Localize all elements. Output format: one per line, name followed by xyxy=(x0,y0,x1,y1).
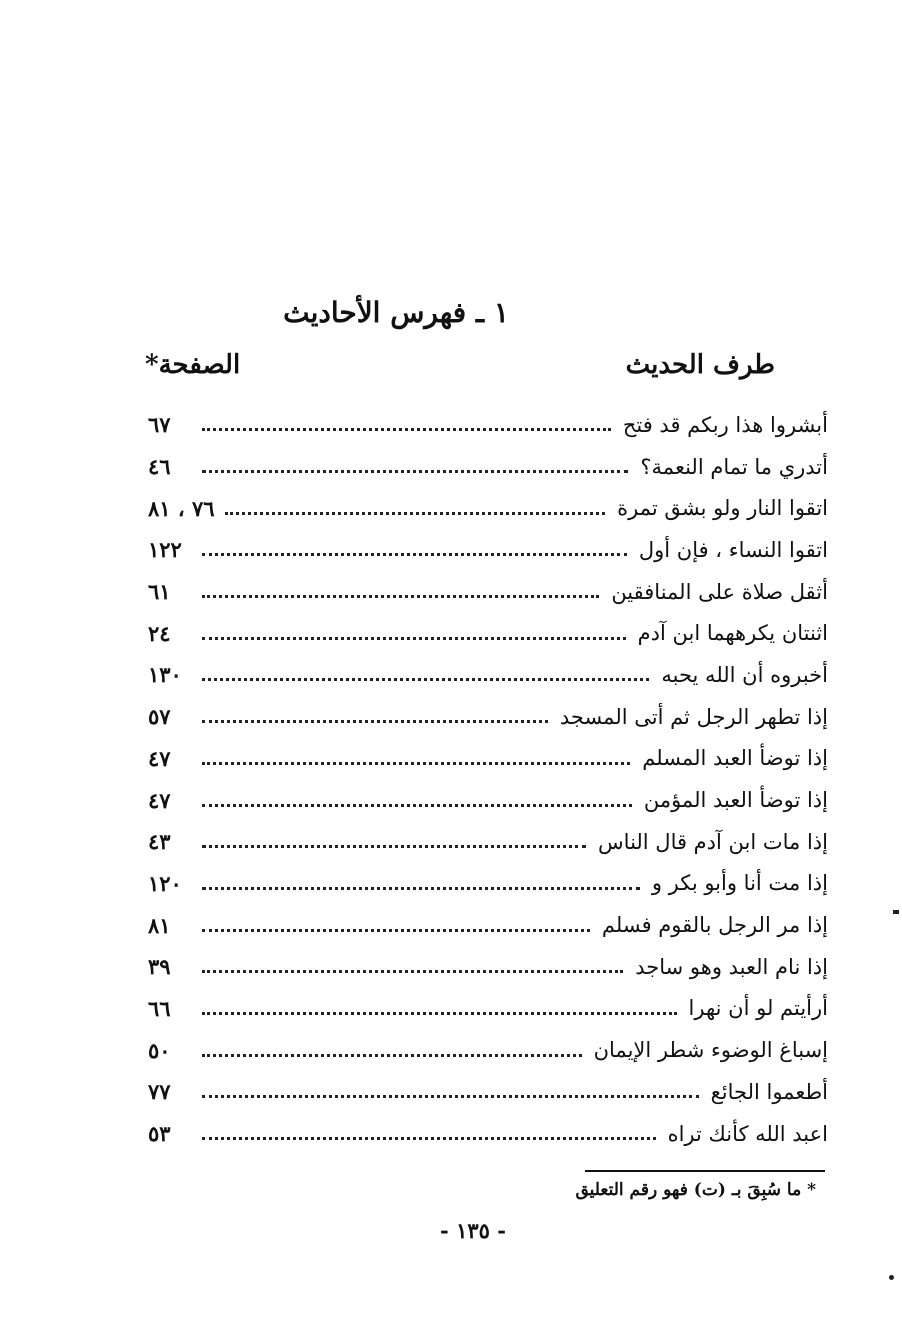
hadith-text: إذا توضأ العبد المؤمن xyxy=(643,788,828,813)
dot-leader xyxy=(202,1095,699,1098)
page-reference: ٨١ xyxy=(148,912,171,938)
list-item xyxy=(148,1029,828,1071)
list-item xyxy=(148,446,828,488)
page-reference: ٦١ xyxy=(148,579,171,605)
hadith-text: إذا توضأ العبد المسلم xyxy=(642,746,828,771)
hadith-text: إذا مت أنا وأبو بكر و xyxy=(651,871,828,896)
dot-leader xyxy=(202,929,590,932)
page-number: - ١٣٥ - xyxy=(440,1218,506,1243)
column-header-hadith: طرف الحديث xyxy=(625,350,775,380)
dot-leader xyxy=(202,553,627,556)
page-reference: ٤٣ xyxy=(148,829,171,855)
page-reference: ٧٧ xyxy=(148,1079,171,1105)
page-reference: ٤٦ xyxy=(148,454,171,480)
list-item xyxy=(148,612,828,654)
hadith-text: أتدري ما تمام النعمة؟ xyxy=(640,454,828,479)
hadith-text: إسباغ الوضوء شطر الإيمان xyxy=(593,1038,828,1063)
page-reference: ١٢٢ xyxy=(148,537,182,563)
hadith-text: اتقوا النار ولو بشق تمرة xyxy=(617,496,828,521)
list-item xyxy=(148,863,828,905)
hadith-text: إذا مر الرجل بالقوم فسلم xyxy=(601,913,828,938)
list-item xyxy=(148,571,828,613)
dot-leader xyxy=(202,1012,677,1015)
hadith-text: إذا تطهر الرجل ثم أتى المسجد xyxy=(559,704,828,729)
hadith-text: أثقل صلاة على المنافقين xyxy=(611,579,828,604)
dot-leader xyxy=(202,1137,656,1140)
dot-leader xyxy=(202,1054,582,1057)
list-item xyxy=(148,1113,828,1155)
hadith-text: إذا مات ابن آدم قال الناس xyxy=(598,829,828,854)
page-reference: ٧٦ ، ٨١ xyxy=(148,495,215,521)
dot-leader xyxy=(202,845,586,848)
dot-leader xyxy=(202,678,649,681)
page-title: ١ ـ فهرس الأحاديث xyxy=(283,296,509,329)
hadith-text: اعبد الله كأنك تراه xyxy=(667,1121,828,1146)
dot-leader xyxy=(202,762,630,765)
hadith-text: أرأيتم لو أن نهرا xyxy=(688,996,828,1021)
dot-leader xyxy=(202,804,632,807)
scan-mark xyxy=(893,910,899,914)
footnote: * ما سُبِقَ بـ (ت) فهو رقم التعليق xyxy=(575,1180,816,1200)
page-reference: ٥٧ xyxy=(148,704,171,730)
column-headers xyxy=(145,350,775,390)
dot-leader xyxy=(202,887,640,890)
list-item xyxy=(148,654,828,696)
dot-leader xyxy=(202,970,623,973)
list-item xyxy=(148,738,828,780)
list-item xyxy=(148,946,828,988)
hadith-text: أطعموا الجائع xyxy=(710,1079,828,1104)
list-item xyxy=(148,529,828,571)
hadith-text: اثنتان يكرههما ابن آدم xyxy=(637,621,828,646)
page-reference: ٤٧ xyxy=(148,787,171,813)
list-item xyxy=(148,821,828,863)
page-reference: ١٢٠ xyxy=(148,870,182,896)
dot-leader xyxy=(202,595,599,598)
footnote-divider xyxy=(585,1170,825,1172)
list-item xyxy=(148,779,828,821)
page-reference: ٤٧ xyxy=(148,745,171,771)
dot-leader xyxy=(202,470,628,473)
hadith-text: اتقوا النساء ، فإن أول xyxy=(638,537,828,562)
page-reference: ٦٦ xyxy=(148,995,171,1021)
page-reference: ٦٧ xyxy=(148,412,171,438)
hadith-text: أخبروه أن الله يحبه xyxy=(661,662,828,687)
list-item xyxy=(148,1071,828,1113)
hadith-index-list xyxy=(148,404,828,1154)
list-item xyxy=(148,487,828,529)
hadith-text: إذا نام العبد وهو ساجد xyxy=(635,954,828,979)
dot-leader xyxy=(225,512,606,515)
dot-leader xyxy=(202,720,548,723)
list-item xyxy=(148,988,828,1030)
page-reference: ١٣٠ xyxy=(148,662,182,688)
column-header-page: الصفحة* xyxy=(145,350,241,380)
page-reference: ٥٠ xyxy=(148,1037,171,1063)
list-item xyxy=(148,904,828,946)
page-reference: ٥٣ xyxy=(148,1121,171,1147)
page-reference: ٢٤ xyxy=(148,620,171,646)
dot-leader xyxy=(202,637,626,640)
page-reference: ٣٩ xyxy=(148,954,171,980)
scan-mark xyxy=(889,1275,894,1280)
hadith-text: أبشروا هذا ربكم قد فتح xyxy=(622,412,828,437)
list-item xyxy=(148,696,828,738)
list-item xyxy=(148,404,828,446)
dot-leader xyxy=(202,428,611,431)
